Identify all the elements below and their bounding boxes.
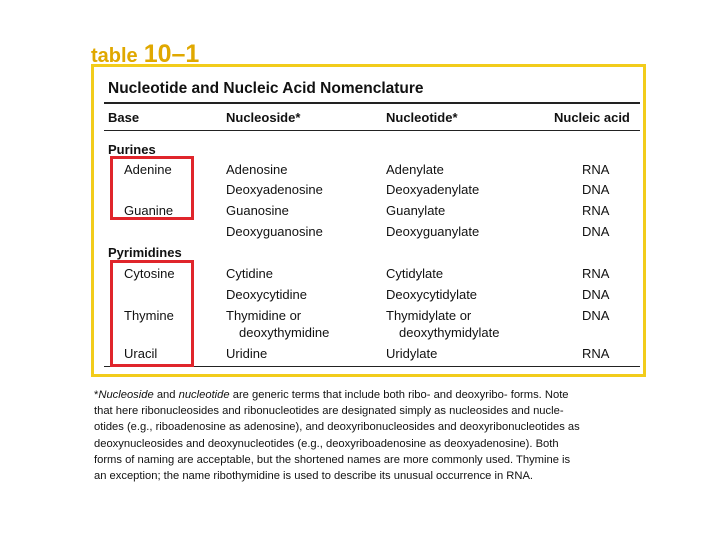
footnote-line-2: that here ribonucleosides and ribonucleotides are designated simply as nucleosides and nucle- — [94, 405, 564, 418]
highlight-box-pyrimidines — [110, 260, 194, 367]
header-base: Base — [108, 110, 140, 125]
footnote-line-1 — [94, 387, 654, 403]
nucleoside-deoxyadenosine: Deoxyadenosine — [226, 182, 323, 197]
acid-thymine: DNA — [582, 308, 610, 323]
nucleoside-thymidine: Thymidine or — [226, 308, 302, 323]
nucleotide-adenylate: Adenylate — [386, 162, 444, 177]
nucleoside-uridine: Uridine — [226, 346, 268, 361]
nucleotide-guanylate: Guanylate — [386, 203, 446, 218]
nucleoside-deoxycytidine: Deoxycytidine — [226, 287, 307, 302]
acid-deoxyadenine: DNA — [582, 182, 610, 197]
nucleotide-deoxyadenylate: Deoxyadenylate — [386, 182, 480, 197]
acid-adenine: RNA — [582, 162, 610, 177]
group-purines: Purines — [108, 142, 156, 157]
footnote-line-1-rest: are generic terms that include both ribo- and deoxyribo- forms. Note — [229, 389, 569, 401]
footnote-line-5: forms of naming are acceptable, but the shortened names are more commonly used. Thymine is — [94, 453, 571, 466]
footnote-line-4: deoxynucleosides and deoxynucleotides (e.g., deoxyriboadenosine as deoxyadenosine). Both — [94, 437, 559, 450]
base-guanine: Guanine — [124, 203, 174, 218]
nucleoside-deoxythymidine: deoxythymidine — [239, 325, 330, 340]
table-label-number: 10–1 — [143, 40, 200, 68]
nucleoside-adenosine: Adenosine — [226, 162, 288, 177]
rule-top — [104, 102, 640, 104]
table-label-word: table — [91, 45, 138, 67]
nucleotide-deoxycytidylate: Deoxycytidylate — [386, 287, 478, 302]
rule-header — [104, 130, 640, 131]
nucleoside-deoxyguanosine: Deoxyguanosine — [226, 224, 323, 239]
nucleotide-deoxyguanylate: Deoxyguanylate — [386, 224, 480, 239]
base-uracil: Uracil — [124, 346, 158, 361]
header-nucleoside: Nucleoside* — [226, 110, 301, 125]
footnote-star: * — [94, 389, 99, 401]
footnote-term-nucleotide: nucleotide — [178, 389, 230, 401]
nucleoside-cytidine: Cytidine — [226, 266, 273, 281]
footnote — [94, 387, 654, 484]
base-thymine: Thymine — [124, 308, 174, 323]
header-nucleotide: Nucleotide* — [386, 110, 458, 125]
acid-deoxyguanine: DNA — [582, 224, 610, 239]
nucleotide-uridylate: Uridylate — [386, 346, 438, 361]
footnote-term-nucleoside: Nucleoside — [98, 389, 154, 401]
acid-guanine: RNA — [582, 203, 610, 218]
acid-deoxycytosine: DNA — [582, 287, 610, 302]
nucleotide-thymidylate: Thymidylate or — [386, 308, 472, 323]
nucleotide-deoxythymidylate: deoxythymidylate — [399, 325, 500, 340]
footnote-line-3: otides (e.g., riboadenosine as adenosine), and deoxyribonucleosides and deoxyribonucleotides as — [94, 421, 580, 434]
header-nucleic-acid: Nucleic acid — [554, 110, 630, 125]
base-cytosine: Cytosine — [124, 266, 175, 281]
acid-cytosine: RNA — [582, 266, 610, 281]
highlight-box-purines — [110, 156, 194, 220]
base-adenine: Adenine — [124, 162, 172, 177]
table-title: Nucleotide and Nucleic Acid Nomenclature — [108, 80, 424, 97]
nucleoside-guanosine: Guanosine — [226, 203, 289, 218]
footnote-and: and — [153, 389, 179, 401]
acid-uracil: RNA — [582, 346, 610, 361]
nucleotide-cytidylate: Cytidylate — [386, 266, 444, 281]
group-pyrimidines: Pyrimidines — [108, 245, 182, 260]
footnote-line-6: an exception; the name ribothymidine is used to describe its unusual occurrence in RNA. — [94, 470, 534, 483]
